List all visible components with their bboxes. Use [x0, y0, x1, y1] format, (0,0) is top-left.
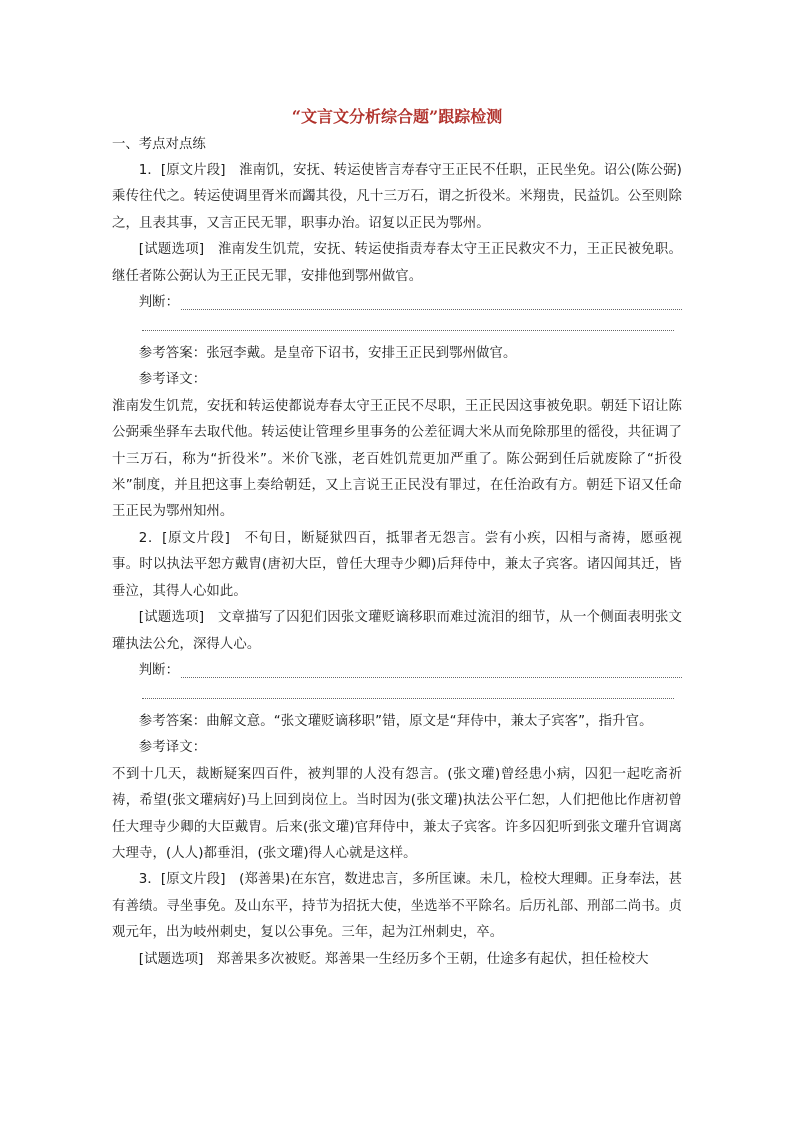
q2-option: [试题选项] 文章描写了囚犯们因张文瓘贬谪移职而难过流泪的细节，从一个侧面表明张文瓘执法公允，深得人心。	[112, 610, 682, 652]
q2-judge-blank	[181, 659, 682, 678]
q2-judge-label: 判断：	[138, 662, 179, 678]
q1-translation-label: 参考译文：	[138, 372, 207, 388]
q1-judge-line	[112, 290, 682, 316]
q1-source: 1．[原文片段] 淮南饥，安抚、转运使皆言寿春守王正民不任职，正民坐免。诏公(陈公弼)乘传往代之。转运使调里胥米而蠲其役，凡十三万石，谓之折役米。米翔贵，民益饥。公至则除之，且表其事，又言正民无罪，职事办治。诏复以正民为鄂州。	[112, 163, 682, 231]
document-page	[112, 104, 682, 973]
q1-answer: 参考答案：张冠李戴。是皇帝下诏书，安排王正民到鄂州做官。	[138, 346, 517, 362]
q1-judge-label: 判断：	[138, 295, 179, 311]
q2-answer: 参考答案：曲解文意。“张文瓘贬谪移职”错，原文是“拜侍中，兼太子宾客”，指升官。	[138, 713, 653, 729]
q1-option: [试题选项] 淮南发生饥荒，安抚、转运使指责寿春太守王正民救灾不力，王正民被免职。继任者陈公弼认为王正民无罪，安排他到鄂州做官。	[112, 242, 682, 284]
q2-judge-blank-2	[142, 684, 674, 699]
q2-translation: 不到十几天，裁断疑案四百件，被判罪的人没有怨言。(张文瓘)曾经患小病，囚犯一起吃斋祈祷，希望(张文瓘病好)马上回到岗位上。当时因为(张文瓘)执法公平仁恕，人们把他比作唐初曾任大理寺少卿的大臣戴胄。后来(张文瓘)官拜侍中，兼太子宾客。许多囚犯听到张文瓘升官调离大理寺，(人人)都垂泪，(张文瓘)得人心就是这样。	[112, 766, 682, 861]
q1-judge-blank	[181, 291, 682, 310]
q1-judge-blank-2	[142, 316, 674, 331]
q1-translation: 淮南发生饥荒，安抚和转运使都说寿春太守王正民不尽职，王正民因这事被免职。朝廷下诏让陈公弼乘坐驿车去取代他。转运使让管理乡里事务的公差征调大米从而免除那里的徭役，共征调了十三万石，称为“折役米”。米价飞涨，老百姓饥荒更加严重了。陈公弼到任后就废除了“折役米”制度，并且把这事上奏给朝廷，又上言说王正民没有罪过，在任治政有方。朝廷下诏又任命王正民为鄂州知州。	[112, 398, 682, 520]
section-heading: 一、考点对点练	[112, 137, 206, 152]
q2-judge-line	[112, 658, 682, 684]
q2-translation-label: 参考译文：	[138, 740, 207, 756]
q3-option: [试题选项] 郑善果多次被贬。郑善果一生经历多个王朝，仕途多有起伏，担任检校大	[138, 951, 649, 967]
page-title: “文言文分析综合题”跟踪检测	[291, 107, 503, 126]
q2-source: 2．[原文片段] 不旬日，断疑狱四百，抵罪者无怨言。尝有小疾，囚相与斋祷，愿亟视事。时以执法平恕方戴胄(唐初大臣，曾任大理寺少卿)后拜侍中，兼太子宾客。诸囚闻其迁，皆垂泣，其得人心如此。	[112, 530, 682, 599]
q3-source: 3．[原文片段] (郑善果)在东宫，数进忠言，多所匡谏。未几，检校大理卿。正身奉法，甚有善绩。寻坐事免。及山东平，持节为招抚大使，坐选举不平除名。后历礼部、刑部二尚书。贞观元年，出为岐州刺史，复以公事免。三年，起为江州刺史，卒。	[112, 872, 682, 941]
